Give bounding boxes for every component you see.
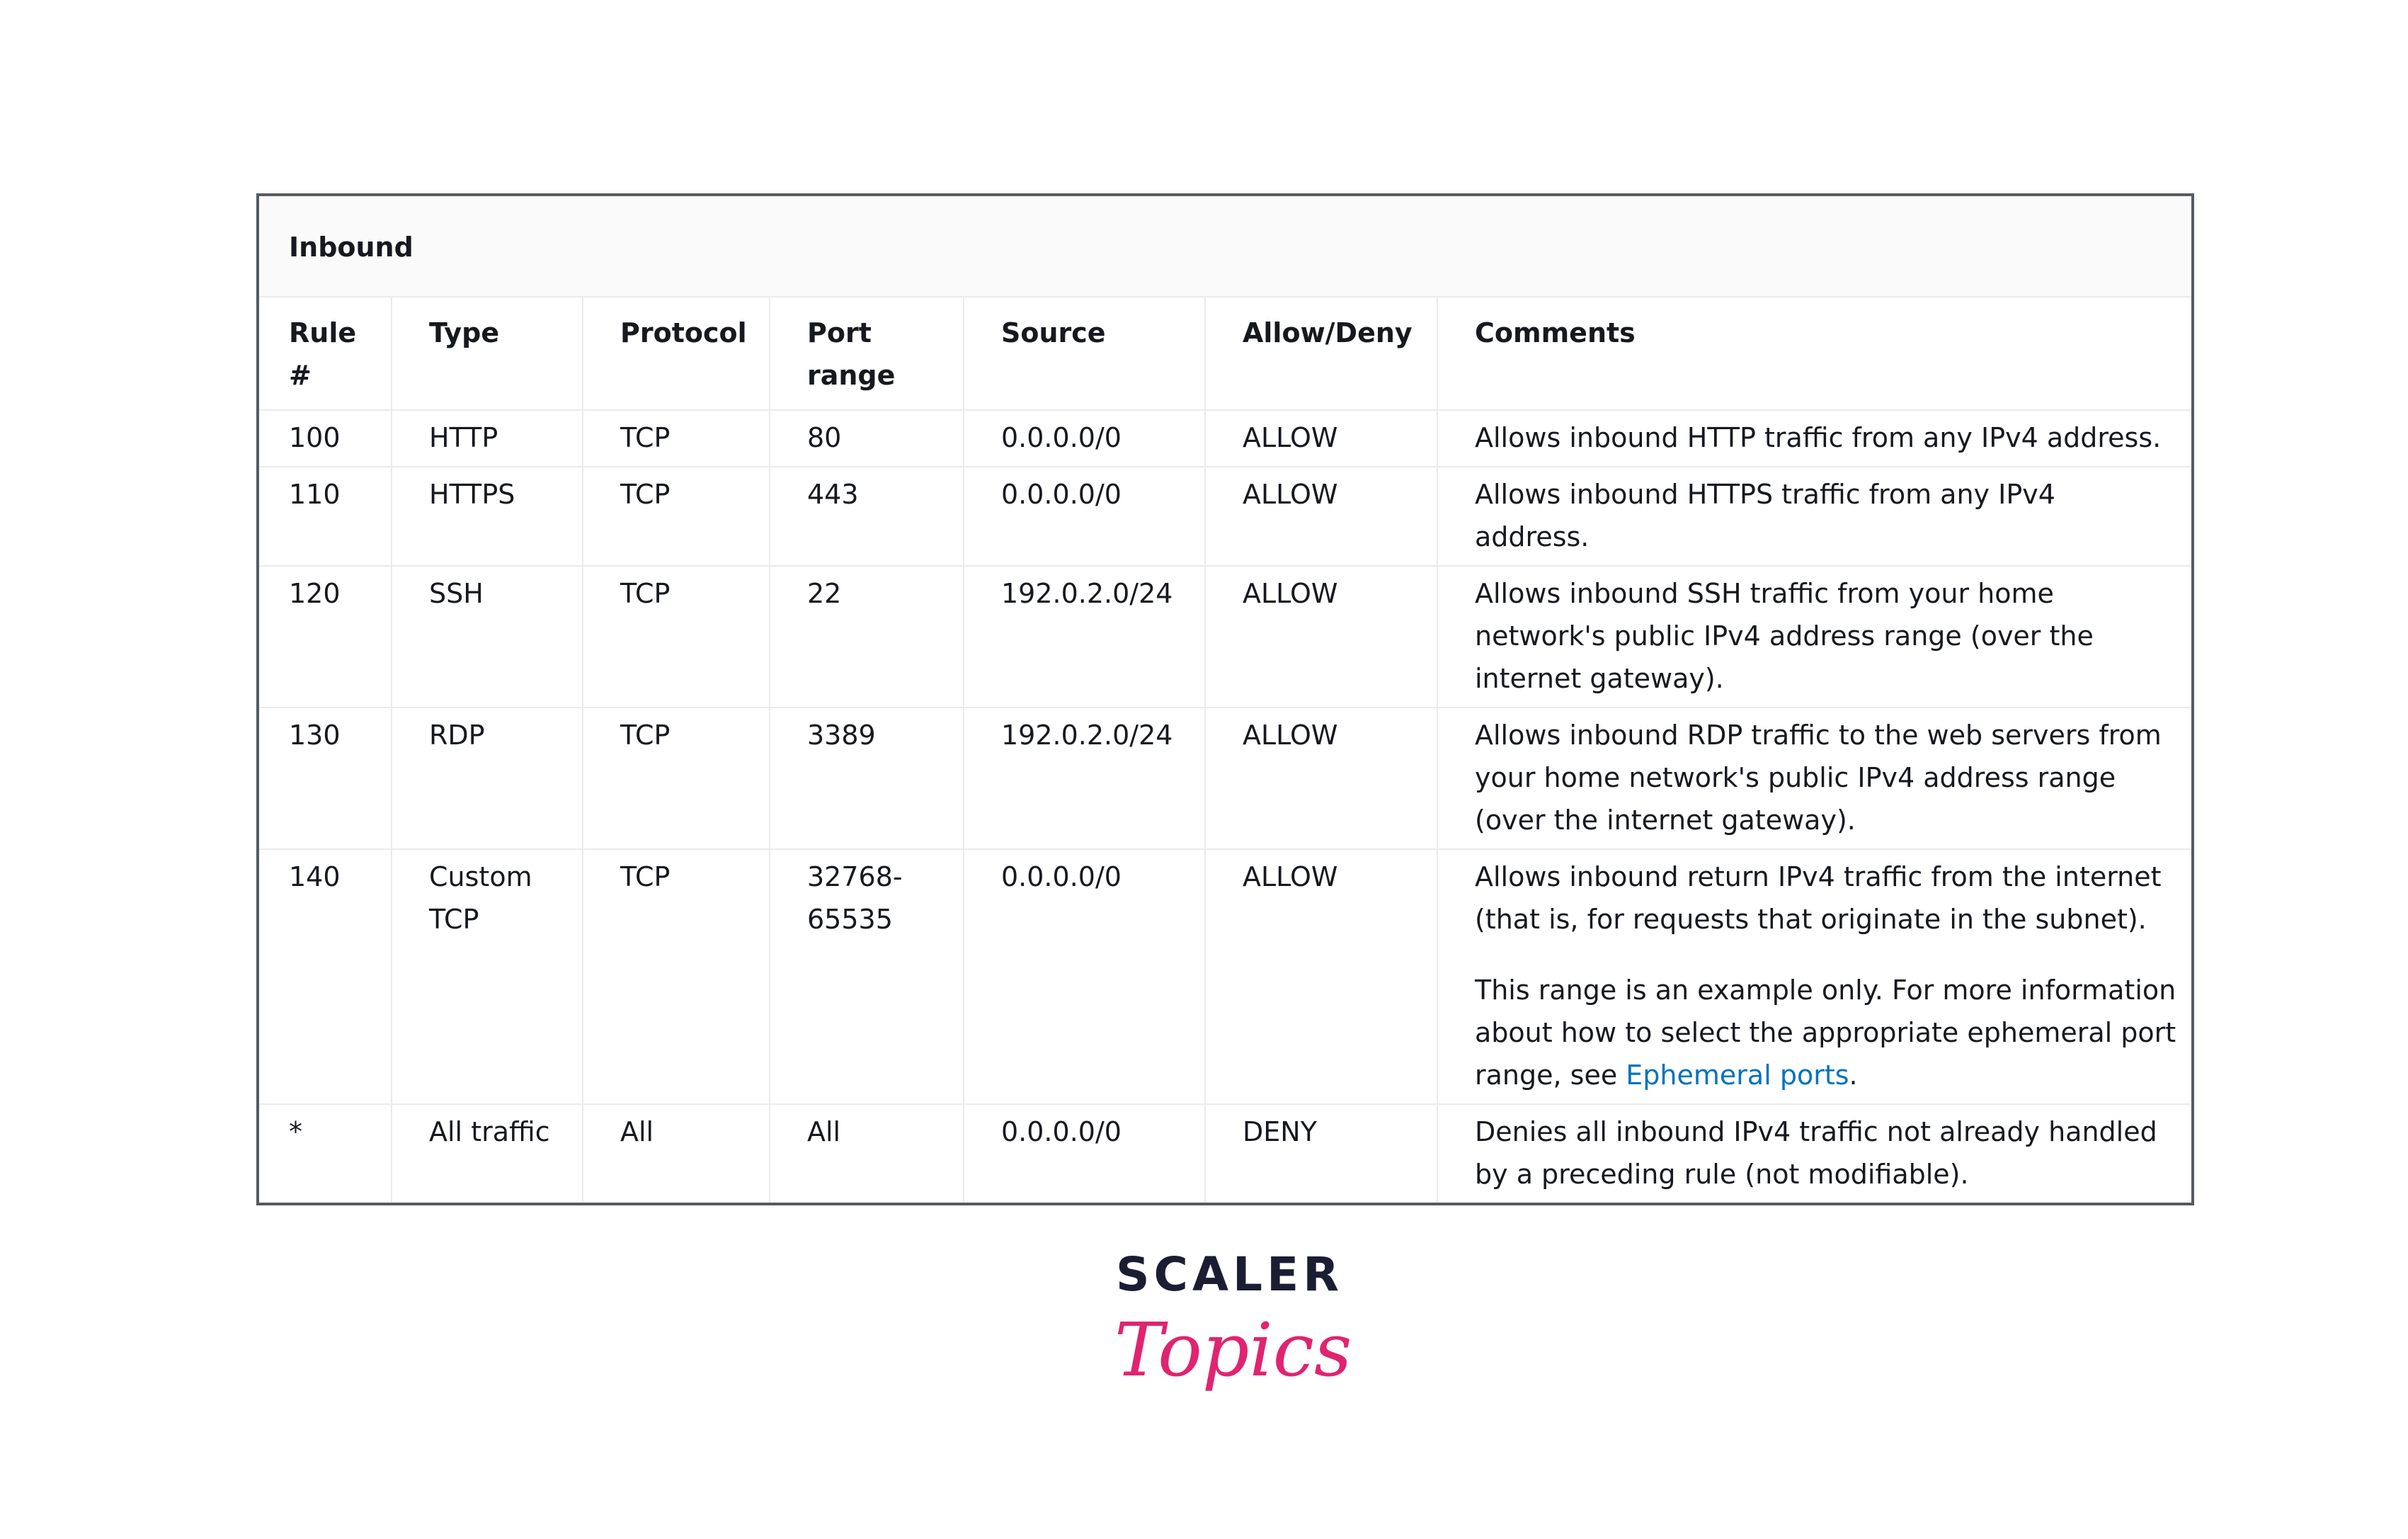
cell-port-range: 443: [770, 467, 964, 566]
cell-source: 0.0.0.0/0: [964, 849, 1205, 1104]
table-row: [259, 566, 2191, 708]
cell-source: 192.0.2.0/24: [964, 708, 1205, 849]
col-header-comments: Comments: [1437, 297, 2191, 410]
col-header-type: Type: [392, 297, 583, 410]
note-suffix: .: [1849, 1060, 1858, 1091]
cell-comment: Denies all inbound IPv4 traffic not already handled by a preceding rule (not modifiable).: [1437, 1104, 2191, 1203]
cell-comment: Allows inbound HTTPS traffic from any IPv4 address.: [1437, 467, 2191, 566]
cell-rule: 100: [259, 410, 392, 467]
cell-protocol: TCP: [583, 566, 770, 708]
cell-protocol: TCP: [583, 708, 770, 849]
cell-port-range: All: [770, 1104, 964, 1203]
cell-comment: Allows inbound HTTP traffic from any IPv4 address.: [1437, 410, 2191, 467]
table-header-row: [259, 297, 2191, 410]
inbound-rules-panel: [256, 193, 2194, 1205]
scaler-topics-logo: [1105, 1246, 1352, 1424]
logo-wordmark: SCALER: [1116, 1247, 1344, 1302]
cell-rule: 140: [259, 849, 392, 1104]
col-header-rule: Rule #: [259, 297, 392, 410]
cell-action: ALLOW: [1205, 849, 1437, 1104]
cell-type: HTTP: [392, 410, 583, 467]
cell-type: HTTPS: [392, 467, 583, 566]
cell-action: ALLOW: [1205, 708, 1437, 849]
cell-action: DENY: [1205, 1104, 1437, 1203]
cell-protocol: TCP: [583, 410, 770, 467]
table-row: [259, 708, 2191, 849]
inbound-rules-table: [259, 297, 2191, 1203]
cell-type: All traffic: [392, 1104, 583, 1203]
cell-port-range: 32768-65535: [770, 849, 964, 1104]
cell-comment: Allows inbound SSH traffic from your home network's public IPv4 address range (over the internet gateway).: [1437, 566, 2191, 708]
cell-source: 192.0.2.0/24: [964, 566, 1205, 708]
col-header-port-range: Port range: [770, 297, 964, 410]
logo-script: [1105, 1296, 1352, 1424]
table-row: [259, 1104, 2191, 1203]
cell-action: ALLOW: [1205, 410, 1437, 467]
cell-source: 0.0.0.0/0: [964, 1104, 1205, 1203]
cell-comment: Allows inbound RDP traffic to the web servers from your home network's public IPv4 address range (over the internet gateway).: [1437, 708, 2191, 849]
table-row: [259, 410, 2191, 467]
cell-action: ALLOW: [1205, 566, 1437, 708]
cell-source: 0.0.0.0/0: [964, 467, 1205, 566]
cell-rule: *: [289, 1116, 302, 1147]
col-header-source: Source: [964, 297, 1205, 410]
cell-type: SSH: [392, 566, 583, 708]
col-header-protocol: Protocol: [583, 297, 770, 410]
cell-protocol: All: [583, 1104, 770, 1203]
cell-protocol: TCP: [583, 849, 770, 1104]
cell-port-range: 22: [770, 566, 964, 708]
cell-protocol: TCP: [583, 467, 770, 566]
comment-text: Allows inbound return IPv4 traffic from the internet (that is, for requests that originate in the subnet).: [1475, 861, 2162, 935]
cell-rule: 120: [259, 566, 392, 708]
cell-rule: 130: [259, 708, 392, 849]
note-text: This range is an example only. For more information about how to select the appropriate ephemeral port range, see: [1475, 975, 2176, 1091]
table-row: [259, 467, 2191, 566]
cell-port-range: 3389: [770, 708, 964, 849]
table-row: [259, 849, 2191, 1104]
logo-script-text: Topics: [1114, 1307, 1352, 1393]
cell-type: Custom TCP: [392, 849, 583, 1104]
ephemeral-ports-link[interactable]: Ephemeral ports: [1626, 1060, 1849, 1091]
cell-source: 0.0.0.0/0: [964, 410, 1205, 467]
comment-note: [1475, 969, 2177, 1096]
col-header-allow-deny: Allow/Deny: [1205, 297, 1437, 410]
cell-action: ALLOW: [1205, 467, 1437, 566]
table-caption: Inbound: [259, 196, 2191, 297]
cell-port-range: 80: [770, 410, 964, 467]
cell-rule: 110: [259, 467, 392, 566]
cell-type: RDP: [392, 708, 583, 849]
cell-comment: [1437, 849, 2191, 1104]
